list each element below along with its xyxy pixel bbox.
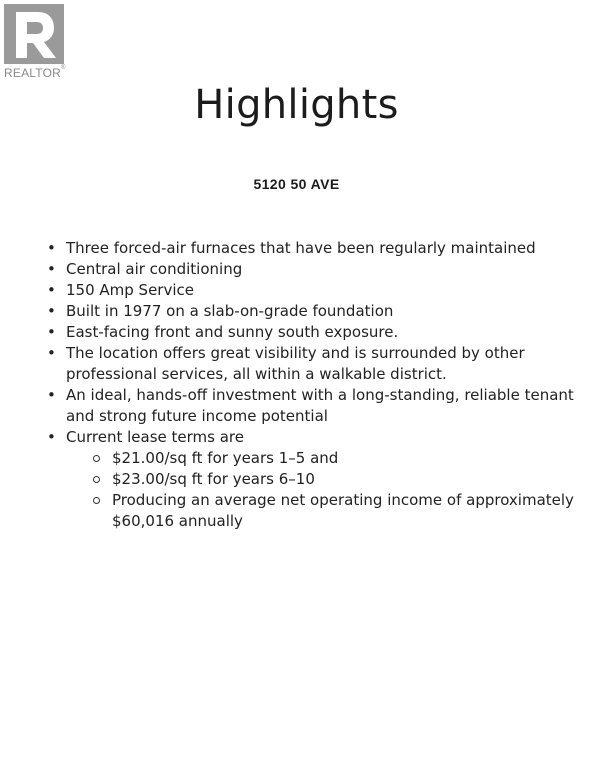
list-item-text: An ideal, hands-off investment with a long-standing, reliable tenant and strong future income potential [66, 386, 574, 425]
list-item [47, 427, 577, 532]
list-item-text: 150 Amp Service [66, 281, 194, 299]
sub-list-item-text: Producing an average net operating income of approximately $60,016 annually [112, 491, 574, 530]
list-item [47, 259, 577, 280]
page-title: Highlights [194, 82, 399, 128]
hollow-bullet-icon [93, 476, 100, 483]
bullet-icon: • [47, 386, 56, 404]
lease-terms-list [66, 448, 577, 532]
bullet-icon: • [47, 281, 56, 299]
list-item-text: Current lease terms are [66, 428, 244, 446]
bullet-icon: • [47, 302, 56, 320]
list-item [47, 238, 577, 259]
realtor-r-logo-icon [4, 4, 64, 64]
list-item [47, 343, 577, 385]
bullet-icon: • [47, 260, 56, 278]
list-item-text: Central air conditioning [66, 260, 243, 278]
list-item [47, 280, 577, 301]
sub-list-item [93, 469, 577, 490]
list-item [47, 385, 577, 427]
realtor-logo [4, 4, 70, 80]
list-item [47, 322, 577, 343]
hollow-bullet-icon [93, 455, 100, 462]
list-item [47, 301, 577, 322]
hollow-bullet-icon [93, 497, 100, 504]
sub-list-item [93, 490, 577, 532]
list-item-text: The location offers great visibility and is surrounded by other professional services, all within a walkable district. [66, 344, 525, 383]
list-item-text: Built in 1977 on a slab-on-grade foundation [66, 302, 394, 320]
sub-list-item-text: $21.00/sq ft for years 1–5 and [112, 449, 339, 467]
sub-list-item-text: $23.00/sq ft for years 6–10 [112, 470, 315, 488]
sub-list-item [93, 448, 577, 469]
bullet-icon: • [47, 344, 56, 362]
bullet-icon: • [47, 239, 56, 257]
bullet-icon: • [47, 323, 56, 341]
list-item-text: Three forced-air furnaces that have been regularly maintained [66, 239, 536, 257]
list-item-text: East-facing front and sunny south exposure. [66, 323, 399, 341]
highlights-list [47, 238, 577, 532]
realtor-logo-text: REALTOR® [4, 65, 66, 80]
property-address: 5120 50 AVE [253, 176, 340, 192]
bullet-icon: • [47, 428, 56, 446]
